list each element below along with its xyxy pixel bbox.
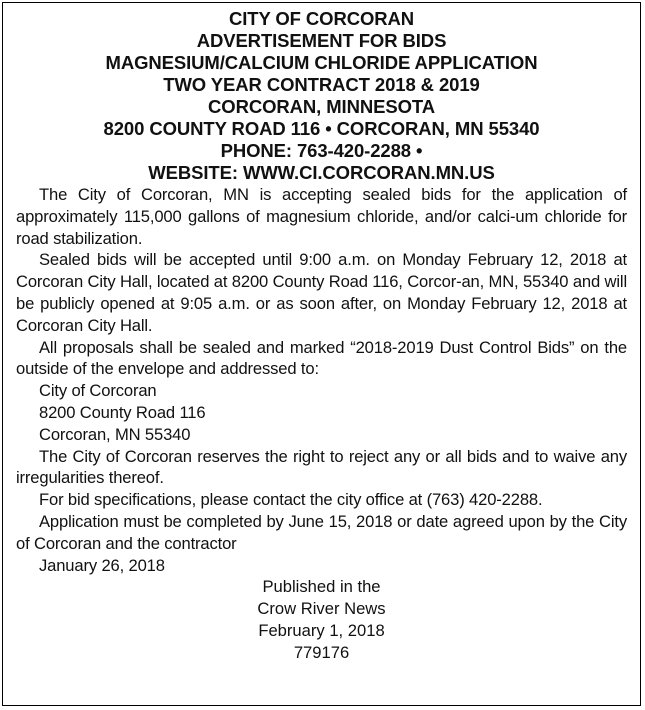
paragraph-intro: The City of Corcoran, MN is accepting sealed bids for the application of approximately 115,000 gallons of magnesium chloride, and/or calci-um chloride for road stabilization. bbox=[16, 185, 627, 248]
address-line: Corcoran, MN 55340 bbox=[39, 424, 191, 444]
header-project: MAGNESIUM/CALCIUM CHLORIDE APPLICATION bbox=[105, 52, 538, 73]
header-phone: PHONE: 763-420-2288 • bbox=[220, 140, 423, 161]
address-line: 8200 County Road 116 bbox=[39, 402, 206, 422]
header-address: 8200 COUNTY ROAD 116 • CORCORAN, MN 55340 bbox=[103, 118, 540, 139]
notice-header bbox=[16, 8, 627, 184]
header-ad-title: ADVERTISEMENT FOR BIDS bbox=[196, 30, 447, 51]
address-line: City of Corcoran bbox=[39, 381, 157, 401]
mailing-address bbox=[16, 380, 627, 445]
header-website: WEBSITE: WWW.CI.CORCORAN.MN.US bbox=[148, 162, 495, 183]
notice-date: January 26, 2018 bbox=[39, 555, 165, 575]
header-contract: TWO YEAR CONTRACT 2018 & 2019 bbox=[163, 74, 480, 95]
paragraph-specifications: For bid specifications, please contact the city office at (763) 420-2288. bbox=[39, 490, 543, 510]
publication-info bbox=[16, 576, 627, 664]
paragraph-deadline: Sealed bids will be accepted until 9:00 a.m. on Monday February 12, 2018 at Corcoran City Hall, located at 8200 County Road 116, Corcor-an, MN, 55340 and will be publicly opened at 9:05 a.m. or as soon after, on Monday February 12, 2018 at Corcoran City Hall. bbox=[16, 250, 627, 335]
paragraph-proposals: All proposals shall be sealed and marked “2018-2019 Dust Control Bids” on the outside of the envelope and addressed to: bbox=[16, 337, 627, 379]
notice-body bbox=[16, 184, 627, 576]
paragraph-completion: Application must be completed by June 15, 2018 or date agreed upon by the City of Corcoran and the contractor bbox=[16, 511, 627, 553]
publication-date: February 1, 2018 bbox=[258, 621, 385, 641]
paragraph-reserve-rights: The City of Corcoran reserves the right to reject any or all bids and to waive any irregularities thereof. bbox=[16, 446, 627, 488]
header-location: CORCORAN, MINNESOTA bbox=[208, 96, 435, 117]
publication-line: Published in the bbox=[262, 577, 381, 597]
header-city: CITY OF CORCORAN bbox=[228, 8, 415, 29]
legal-notice bbox=[2, 2, 641, 706]
publication-newspaper: Crow River News bbox=[257, 599, 386, 619]
publication-id: 779176 bbox=[293, 643, 350, 663]
